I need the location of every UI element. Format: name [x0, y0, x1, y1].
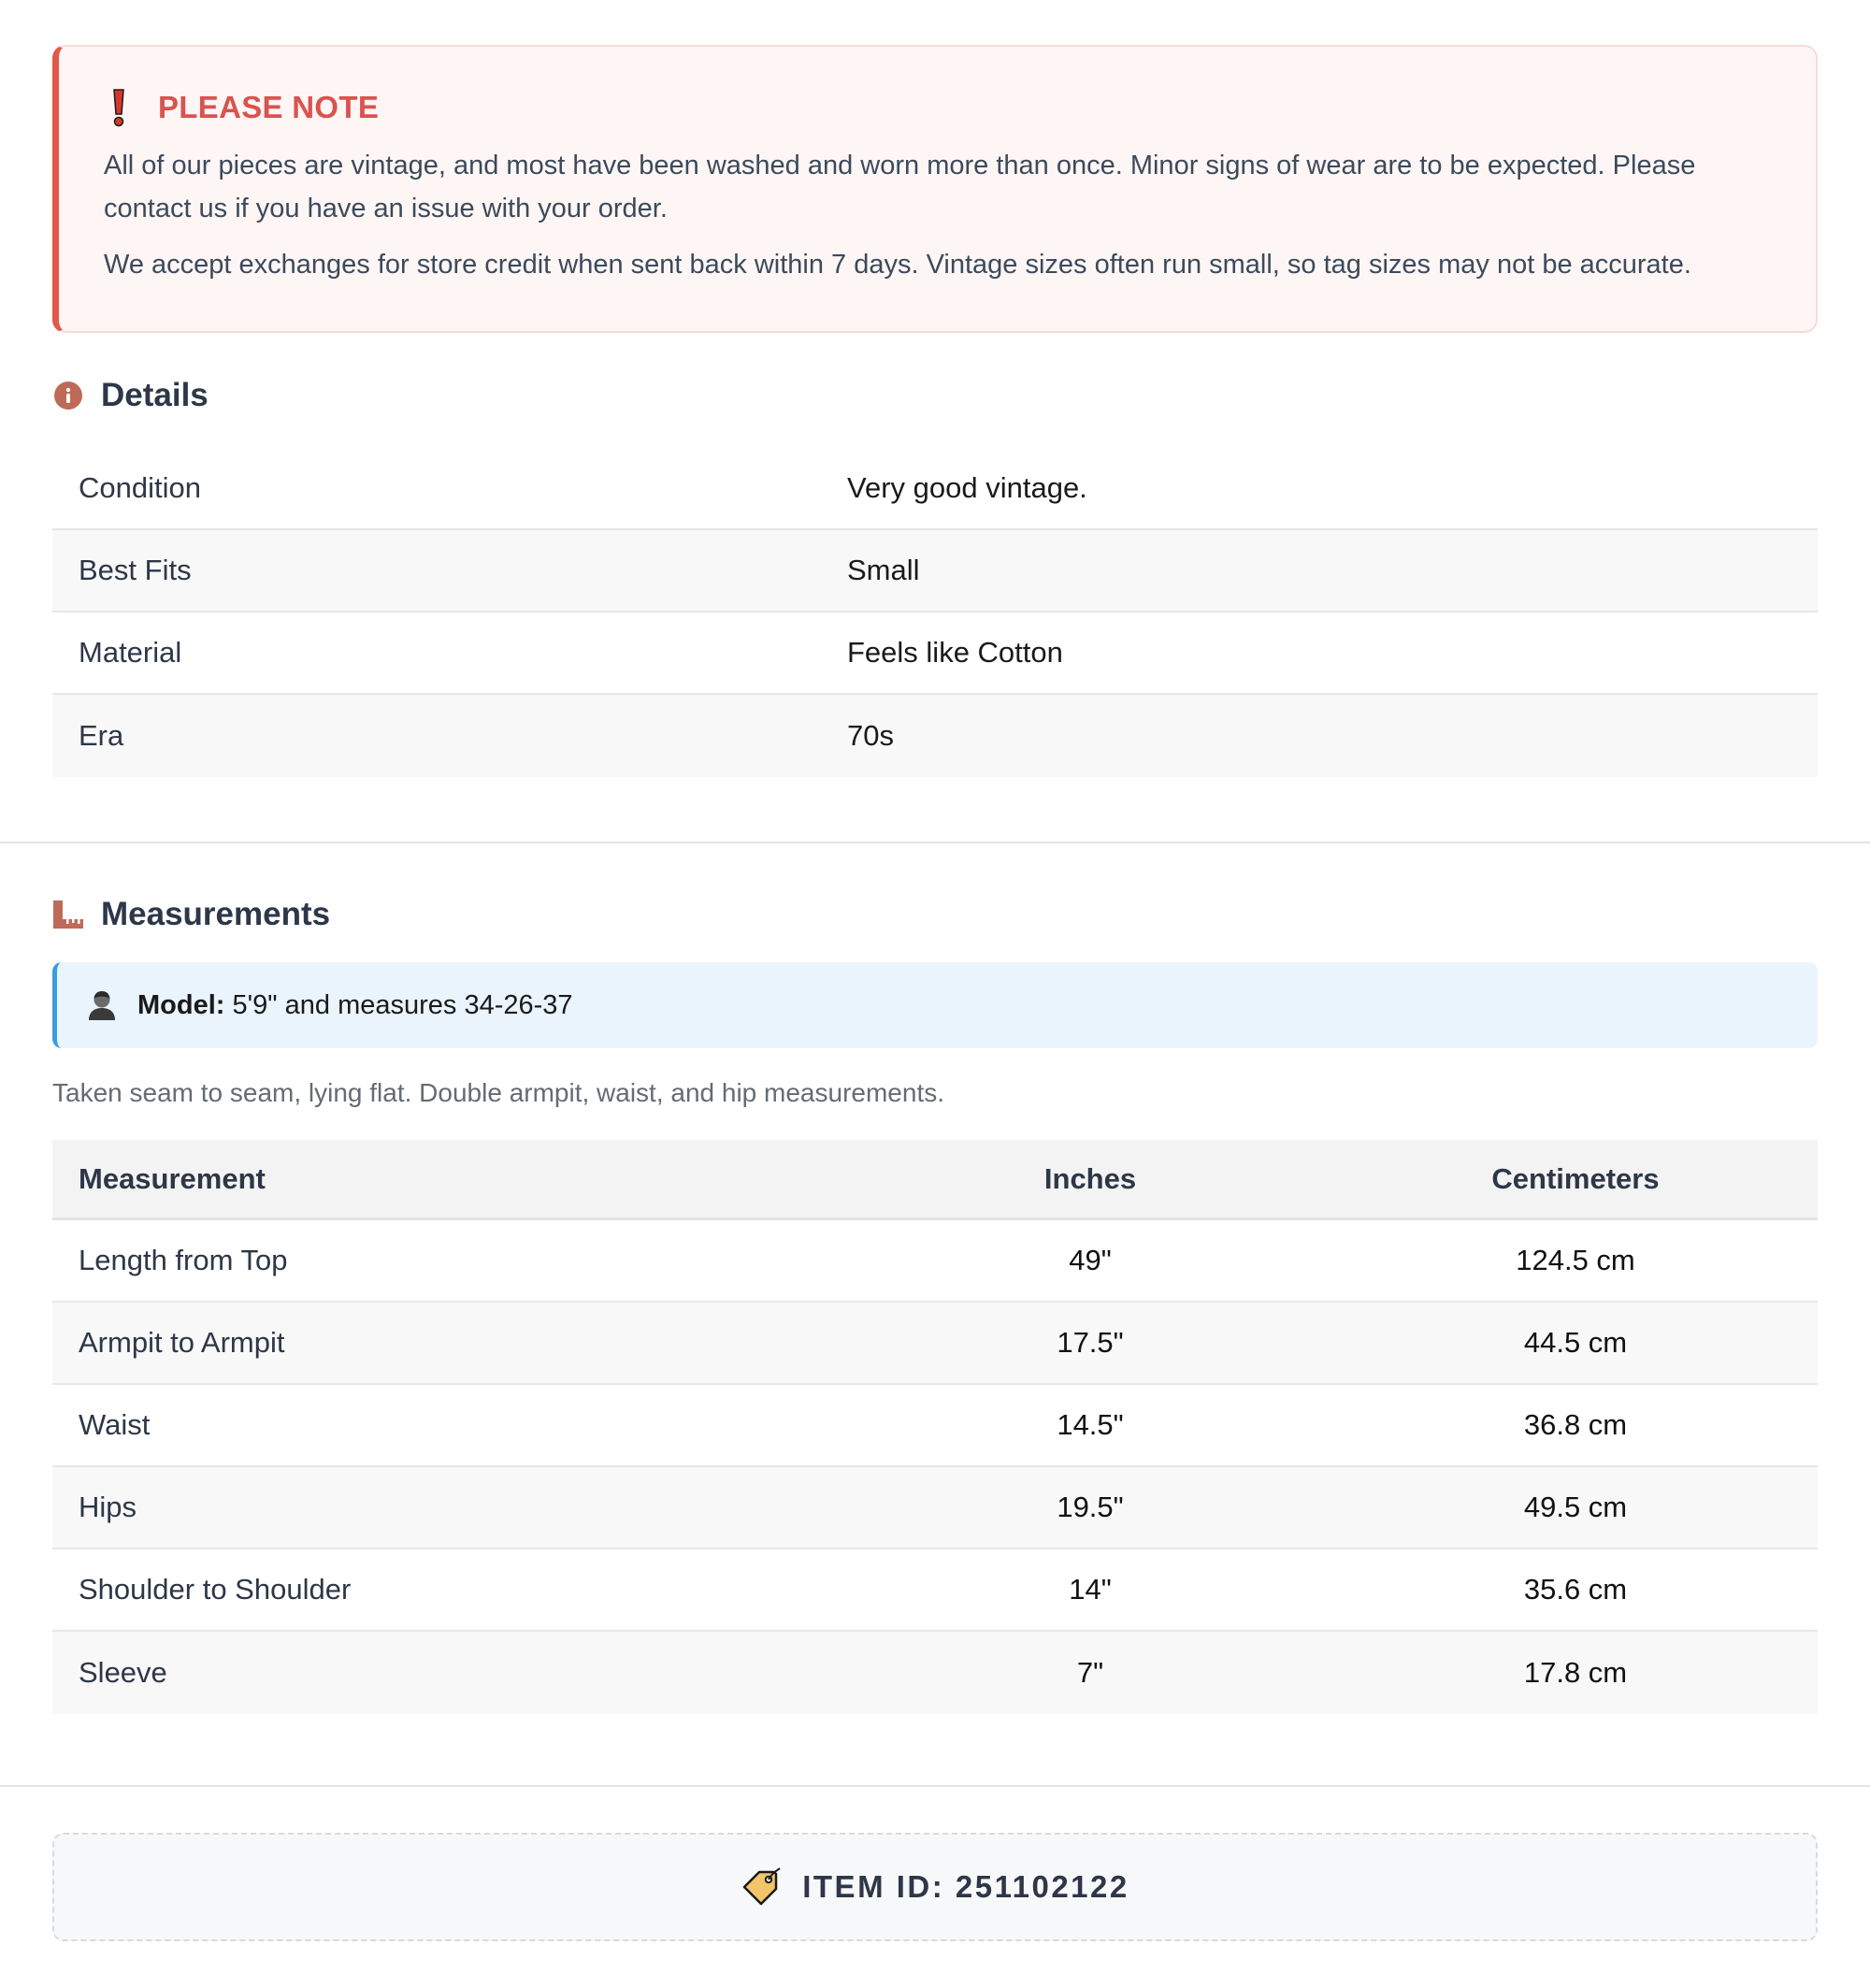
details-row-material: [52, 612, 1818, 695]
measurement-name: Waist: [79, 1408, 151, 1441]
measurement-note: Taken seam to seam, lying flat. Double armpit, waist, and hip measurements.: [52, 1078, 944, 1107]
details-row-condition: [52, 448, 1818, 530]
table-header: [52, 1140, 1818, 1220]
model-description: 5'9" and measures 34-26-37: [224, 989, 573, 1020]
details-value: 70s: [847, 719, 894, 752]
price-tag-icon: [741, 1866, 782, 1908]
measurement-cm: 35.6 cm: [1523, 1573, 1628, 1606]
measurement-cm: 49.5 cm: [1523, 1491, 1628, 1523]
details-value: Very good vintage.: [847, 471, 1087, 504]
header-inches: Inches: [1043, 1161, 1137, 1195]
notice-paragraph-exchanges: We accept exchanges for store credit when sent back within 7 days. Vintage sizes often run small, so tag sizes may not be accurate.: [104, 250, 1691, 280]
measurement-name: Hips: [79, 1491, 137, 1523]
notice-header: [104, 88, 1765, 127]
measurement-name: Sleeve: [79, 1656, 167, 1689]
measurement-inches: 19.5": [1057, 1491, 1124, 1523]
measurement-cm: 124.5 cm: [1516, 1244, 1635, 1276]
table-row: [52, 1385, 1818, 1467]
model-info-box: [52, 962, 1818, 1048]
details-heading: [52, 371, 209, 420]
details-value: Feels like Cotton: [847, 636, 1063, 669]
measurement-inches: 14.5": [1057, 1408, 1124, 1441]
table-row: [52, 1632, 1818, 1714]
measurement-name: Shoulder to Shoulder: [79, 1573, 352, 1606]
measurement-name: Armpit to Armpit: [79, 1326, 285, 1359]
details-table: [52, 448, 1818, 777]
details-value: Small: [847, 554, 920, 586]
table-row: [52, 1549, 1818, 1632]
measurement-inches: 14": [1069, 1573, 1112, 1606]
section-divider: [0, 842, 1870, 843]
details-label: Material: [79, 636, 182, 669]
item-id-text: ITEM ID: 251102122: [802, 1869, 1129, 1904]
measurement-name: Length from Top: [79, 1244, 288, 1276]
person-icon: [85, 988, 119, 1022]
model-label: Model:: [137, 989, 225, 1020]
details-title: Details: [101, 377, 209, 413]
table-row: [52, 1303, 1818, 1385]
notice-title: PLEASE NOTE: [158, 90, 380, 124]
measurements-heading: [52, 890, 330, 939]
ruler-icon: [52, 899, 84, 930]
header-centimeters: Centimeters: [1491, 1161, 1660, 1195]
please-note-box: [52, 45, 1818, 333]
measurement-inches: 17.5": [1057, 1326, 1124, 1359]
measurements-title: Measurements: [101, 896, 331, 932]
measurement-cm: 17.8 cm: [1523, 1656, 1628, 1689]
model-text: [137, 990, 573, 1021]
notice-paragraph-wear: All of our pieces are vintage, and most have been washed and worn more than once. Minor signs of wear are to be expected. Please contact us if you have an issue with your order.: [104, 151, 1696, 223]
header-measurement: Measurement: [79, 1161, 266, 1195]
table-row: [52, 1467, 1818, 1549]
info-circle-icon: [52, 380, 84, 411]
item-id-box: [52, 1833, 1818, 1941]
section-divider: [0, 1785, 1870, 1787]
measurement-inches: 7": [1076, 1656, 1104, 1689]
table-row: [52, 1220, 1818, 1303]
measurement-cm: 36.8 cm: [1523, 1408, 1628, 1441]
measurement-cm: 44.5 cm: [1523, 1326, 1628, 1359]
measurements-table: [52, 1140, 1818, 1714]
details-row-era: [52, 695, 1818, 777]
exclamation-icon: [104, 88, 134, 127]
details-row-best-fits: [52, 530, 1818, 612]
details-label: Best Fits: [79, 554, 192, 586]
details-label: Condition: [79, 471, 201, 504]
measurement-inches: 49": [1069, 1244, 1112, 1276]
details-label: Era: [79, 719, 124, 752]
